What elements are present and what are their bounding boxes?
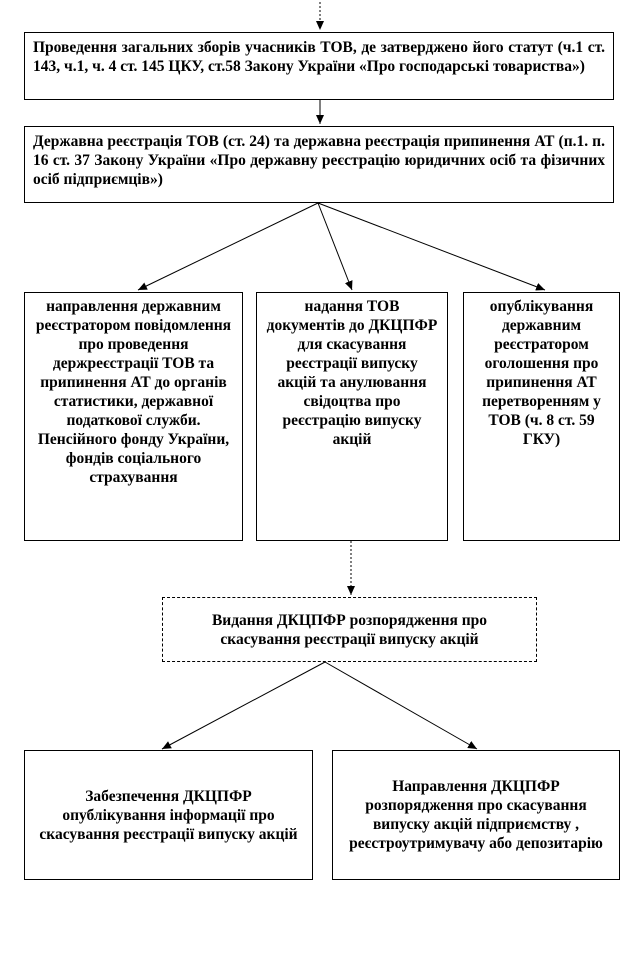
box-send-order: Направлення ДКЦПФР розпорядження про скасування випуску акцій підприємству , реєстроутримувачу або депозитарію bbox=[332, 750, 620, 880]
box-state-registration: Державна реєстрація ТОВ (ст. 24) та державна реєстрація припинення АТ (п.1. п. 16 ст. 37 Закону України «Про державну реєстрацію юридичних осіб та фізичних осіб підприємців») bbox=[24, 126, 614, 203]
box-publication-info: Забезпечення ДКЦПФР опублікування інформації про скасування реєстрації випуску акцій bbox=[24, 750, 313, 880]
box-documents-to-dkcpfr: надання ТОВ документів до ДКЦПФР для скасування реєстрації випуску акцій та анулювання свідоцтва про реєстрацію випуску акцій bbox=[256, 292, 448, 541]
arrow-2-3 bbox=[138, 203, 318, 290]
arrow-6-8 bbox=[325, 662, 477, 749]
box-general-meeting: Проведення загальних зборів учасників ТОВ, де затверджено його статут (ч.1 ст. 143, ч.1, ч. 4 ст. 145 ЦКУ, ст.58 Закону України «Про господарські товариства») bbox=[24, 32, 614, 100]
arrow-6-7 bbox=[162, 662, 325, 749]
arrow-2-4 bbox=[318, 203, 352, 290]
box-publication-notice: опублікування державним реєстратором оголошення про припинення АТ перетворенням у ТОВ (ч. 8 ст. 59 ГКУ) bbox=[463, 292, 620, 541]
arrow-2-5 bbox=[318, 203, 545, 290]
box-dkcpfr-order: Видання ДКЦПФР розпорядження про скасування реєстрації випуску акцій bbox=[162, 597, 537, 662]
box-registrar-notification: направлення державним реєстратором повідомлення про проведення держреєстрації ТОВ та припинення АТ до органів статистики, державної податкової служби. Пенсійного фонду України, фондів соціального страхування bbox=[24, 292, 243, 541]
